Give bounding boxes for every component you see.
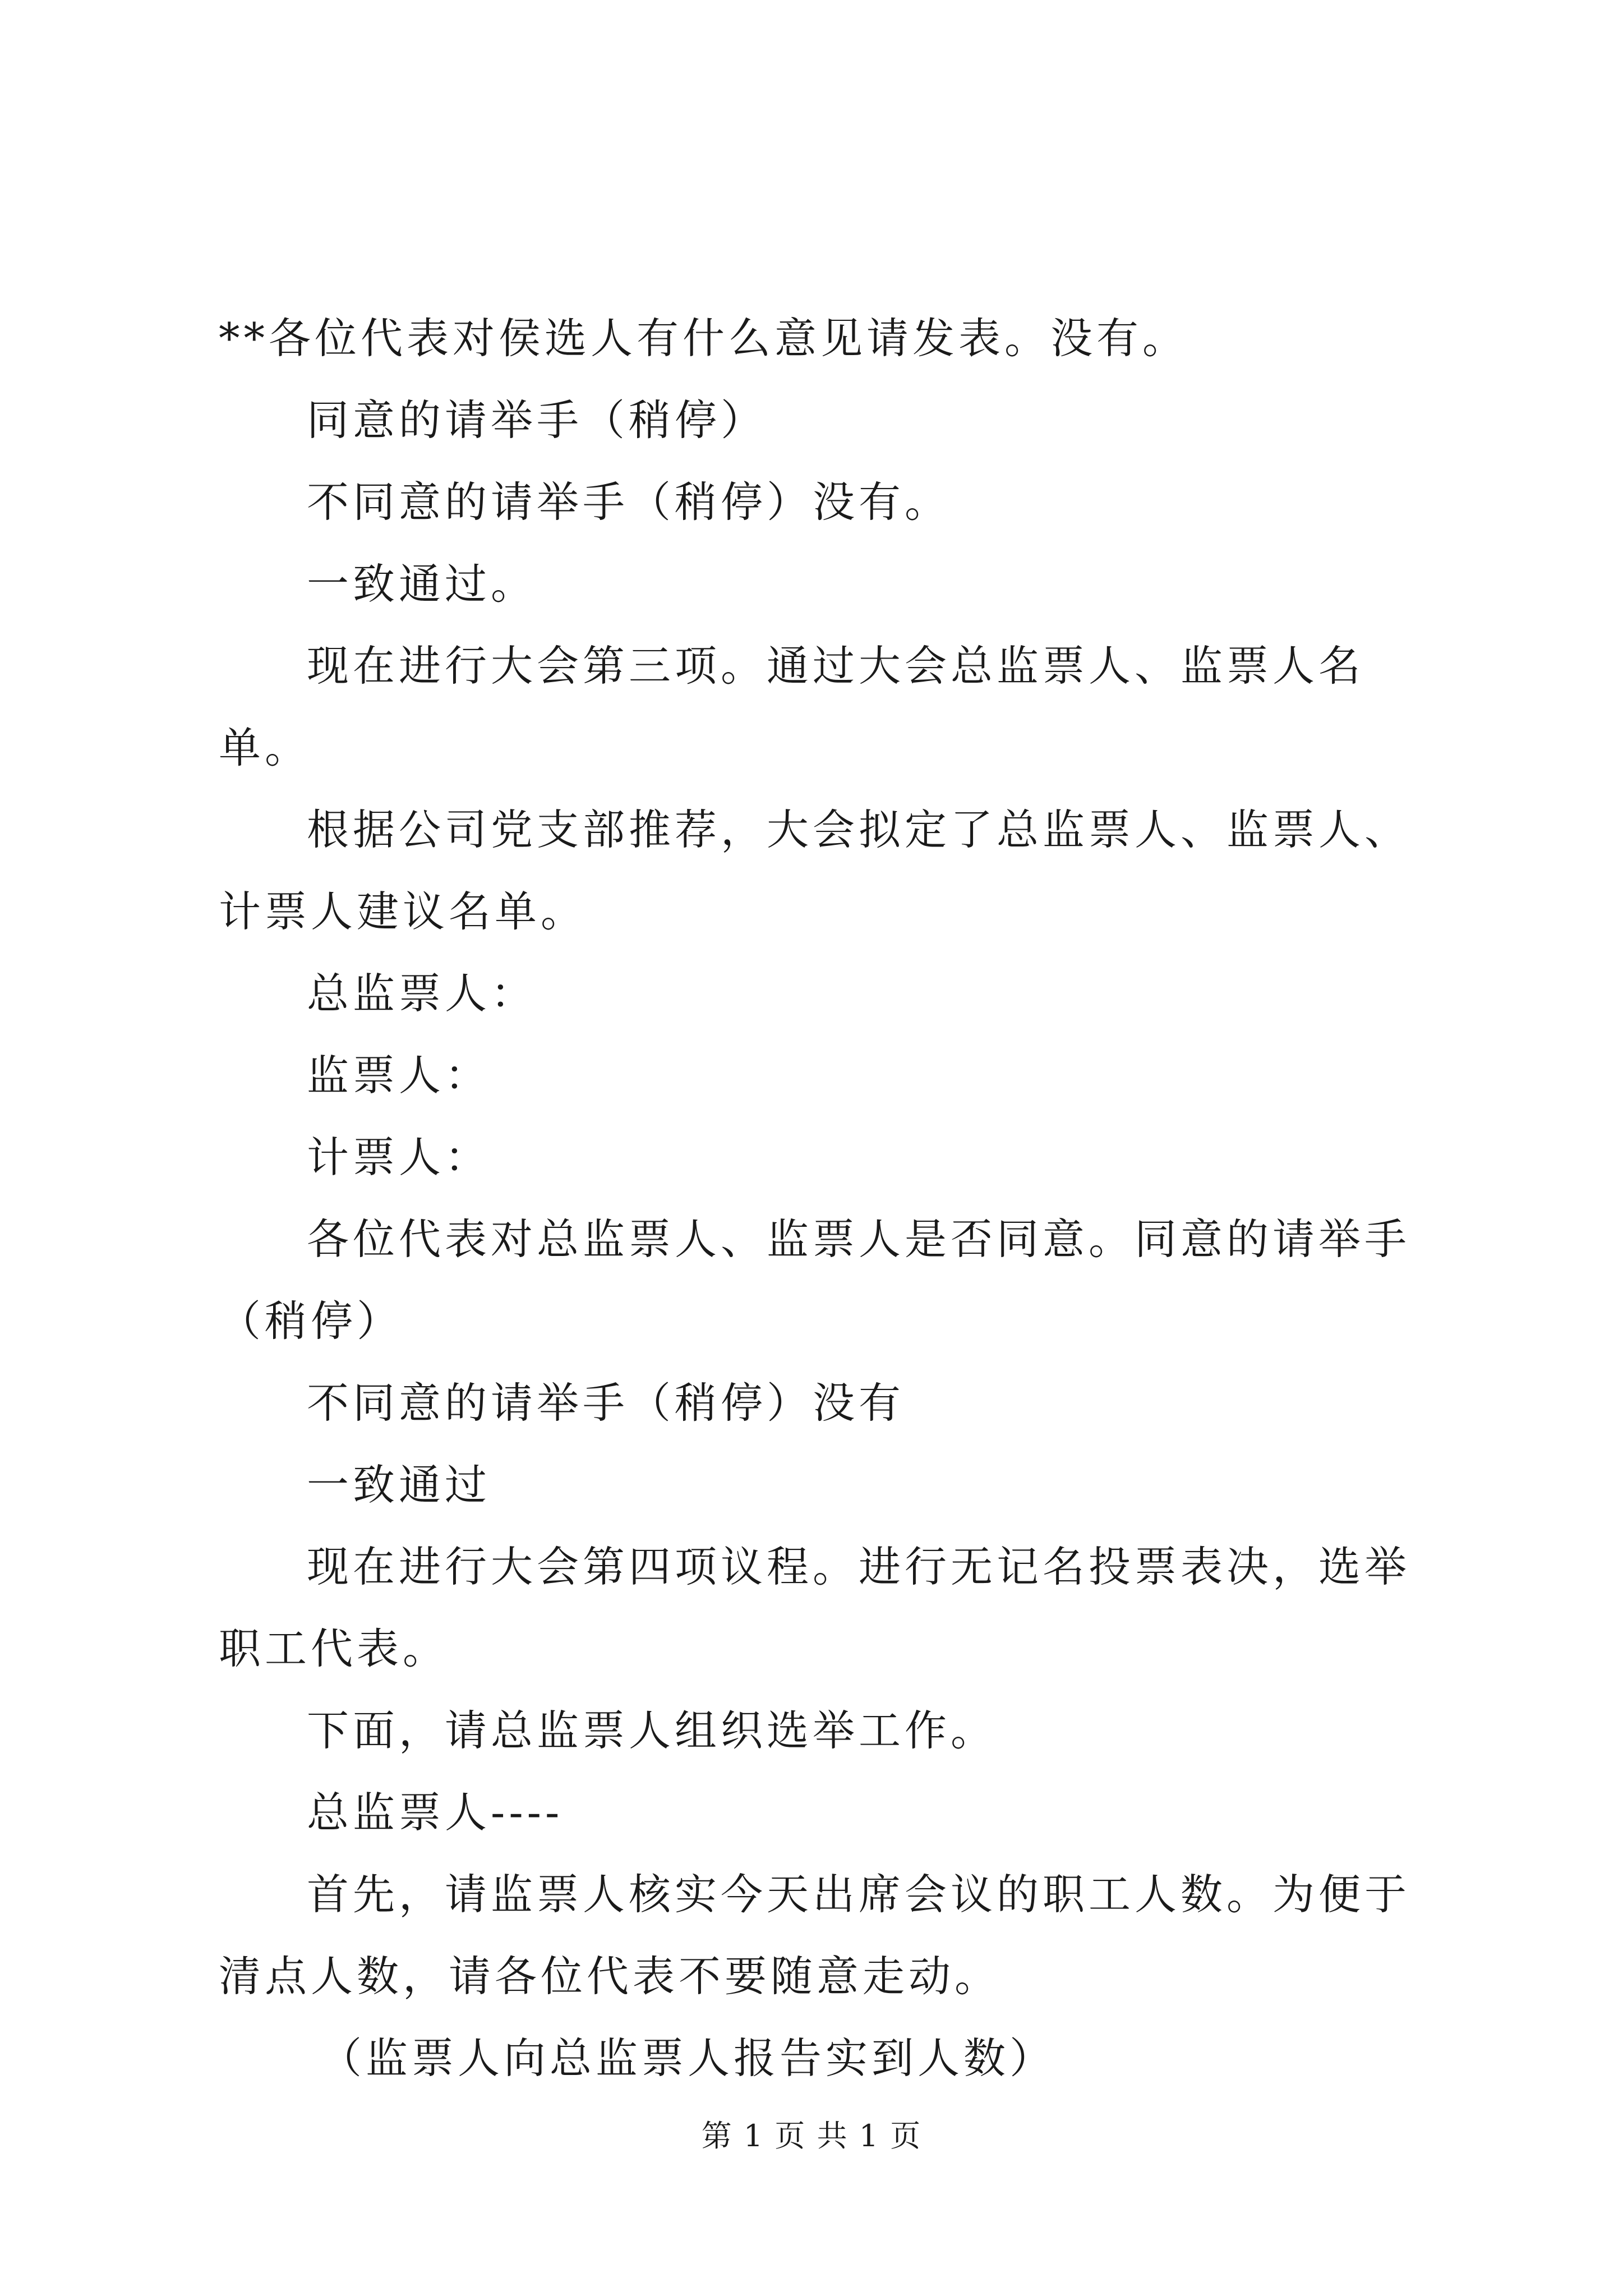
paragraph-election-organize: 下面，请总监票人组织选举工作。	[307, 1706, 997, 1755]
paragraph-chief-scrutineer: 总监票人：	[307, 969, 537, 1018]
paragraph-unanimous-2: 一致通过	[307, 1460, 491, 1510]
page-footer: 第 1 页 共 1 页	[701, 2118, 922, 2154]
paragraph-agenda-item-three: 现在进行大会第三项。通过大会总监票人、监票人名单。	[219, 641, 1365, 772]
paragraph-agenda-item-four: 现在进行大会第四项议程。进行无记名投票表决，选举职工代表。	[219, 1542, 1411, 1673]
paragraph-agree-vote: 同意的请举手（稍停）	[307, 395, 767, 445]
paragraph-disagree-vote-2: 不同意的请举手（稍停）没有	[307, 1378, 905, 1428]
paragraph-recommendation: 根据公司党支部推荐，大会拟定了总监票人、监票人、计票人建议名单。	[219, 805, 1411, 936]
paragraph-candidate-opinion: **各位代表对侯选人有什么意见请发表。没有。	[219, 314, 1189, 363]
paragraph-scrutineer-approval: 各位代表对总监票人、监票人是否同意。同意的请举手（稍停）	[219, 1214, 1411, 1346]
paragraph-attendance-report-note: （监票人向总监票人报告实到人数）	[320, 2033, 1056, 2083]
paragraph-attendance-check: 首先，请监票人核实今天出席会议的职工人数。为便于清点人数，请各位代表不要随意走动。	[219, 1870, 1411, 2001]
paragraph-teller: 计票人：	[307, 1133, 491, 1182]
paragraph-unanimous: 一致通过。	[307, 559, 537, 609]
paragraph-disagree-vote: 不同意的请举手（稍停）没有。	[307, 477, 951, 527]
paragraph-scrutineer: 监票人：	[307, 1051, 491, 1100]
document-body	[219, 297, 1430, 2099]
paragraph-chief-scrutineer-speaker: 总监票人----	[307, 1788, 564, 1837]
